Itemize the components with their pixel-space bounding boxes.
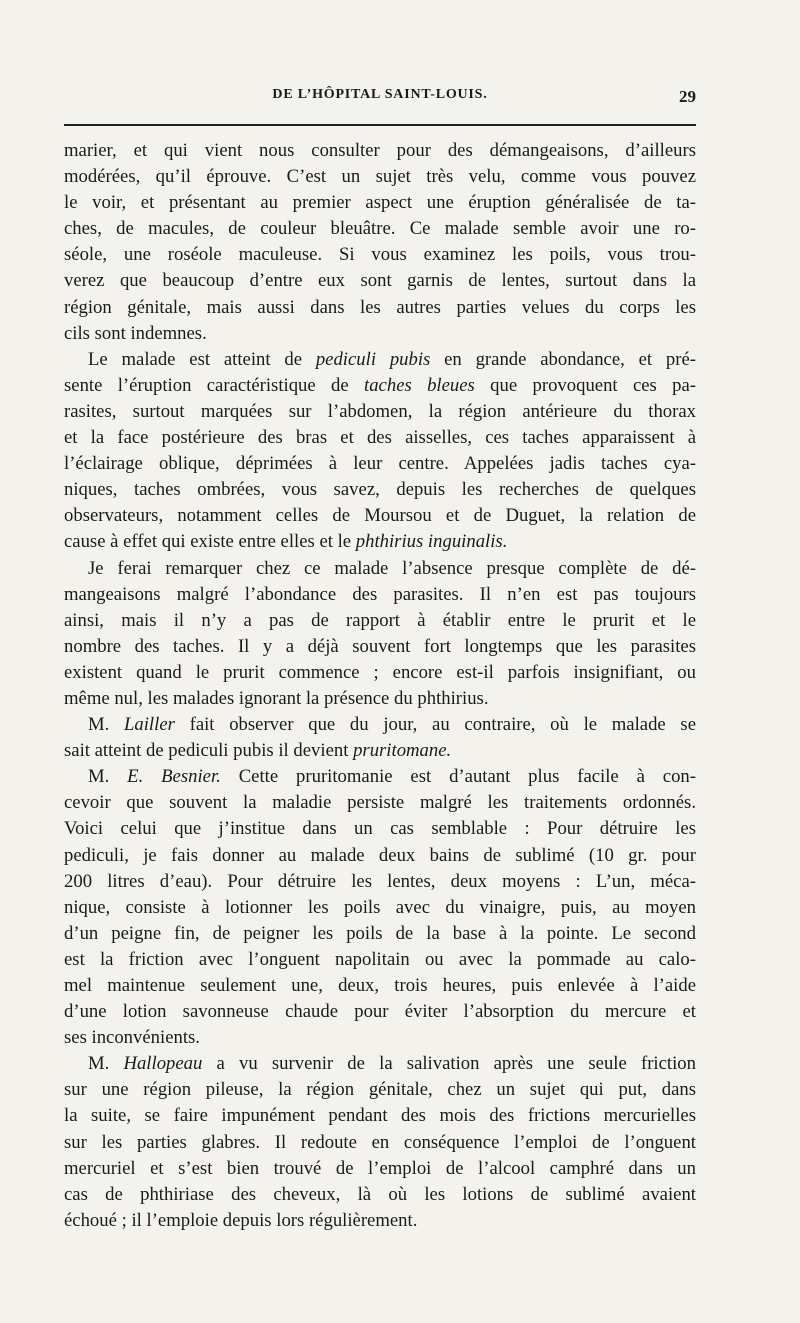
- text-segment: M.: [88, 766, 128, 788]
- text-segment: l’éclairage oblique, déprimées à leur centre. Appelées jadis taches cya-: [64, 453, 696, 475]
- text-segment: Voici celui que j’institue dans un cas semblable : Pour détruire les: [64, 818, 696, 840]
- text-segment: fait observer que du jour, au contraire, où le malade se: [174, 714, 696, 736]
- text-line: [64, 660, 696, 686]
- text-line: [64, 1208, 696, 1234]
- text-segment: le voir, et présentant au premier aspect une éruption généralisée de ta-: [64, 192, 696, 214]
- text-line: [64, 529, 696, 555]
- italic-text: Hallopeau: [123, 1053, 203, 1075]
- text-line: [64, 582, 696, 608]
- text-segment: la suite, se faire impunément pendant des mois des frictions mercurielles: [64, 1105, 696, 1127]
- text-segment: même nul, les malades ignorant la présence du phthirius.: [64, 687, 489, 709]
- text-segment: d’un peigne fin, de peigner les poils de la base à la pointe. Le second: [64, 922, 696, 944]
- text-line: [64, 921, 696, 947]
- text-line: [64, 451, 696, 477]
- text-line: [64, 1025, 696, 1051]
- text-line: [64, 686, 696, 712]
- text-line: [64, 634, 696, 660]
- paragraph: [64, 556, 696, 713]
- text-segment: niques, taches ombrées, vous savez, depuis les recherches de quelques: [64, 479, 696, 501]
- paragraph: [64, 138, 696, 347]
- text-segment: séole, une roséole maculeuse. Si vous examinez les poils, vous trou-: [64, 244, 696, 266]
- paragraph: [64, 764, 696, 1051]
- text-segment: marier, et qui vient nous consulter pour des démangeaisons, d’ailleurs: [64, 140, 696, 161]
- text-line: [64, 1156, 696, 1182]
- text-line: [64, 1130, 696, 1156]
- text-line: [64, 608, 696, 634]
- text-segment: sente l’éruption caractéristique de: [64, 374, 365, 396]
- text-segment: ches, de macules, de couleur bleuâtre. Ce malade semble avoir une ro-: [64, 218, 696, 240]
- paragraph: [64, 347, 696, 556]
- text-segment: cevoir que souvent la maladie persiste malgré les traitements ordonnés.: [64, 792, 696, 814]
- text-line: [64, 895, 696, 921]
- text-line: [64, 164, 696, 190]
- text-line: [64, 216, 696, 242]
- text-segment: pediculi, je fais donner au malade deux bains de sublimé (10 gr. pour: [64, 844, 696, 866]
- text-line: [64, 295, 696, 321]
- text-line: [64, 738, 696, 764]
- text-segment: mangeaisons malgré l’abondance des parasites. Il n’en est pas toujours: [64, 583, 696, 605]
- text-segment: Cette pruritomanie est d’autant plus facile à con-: [220, 766, 696, 788]
- text-segment: échoué ; il l’emploie depuis lors régulièrement.: [64, 1209, 418, 1231]
- text-line: [64, 425, 696, 451]
- italic-text: phthirius inguinalis.: [355, 531, 508, 553]
- text-line: [64, 947, 696, 973]
- text-line: [64, 973, 696, 999]
- text-segment: ainsi, mais il n’y a pas de rapport à établir entre le prurit et le: [64, 609, 696, 631]
- text-segment: sur les parties glabres. Il redoute en conséquence l’emploi de l’onguent: [64, 1131, 696, 1153]
- text-line: [64, 190, 696, 216]
- text-line: [64, 556, 696, 582]
- text-segment: en grande abondance, et pré-: [430, 348, 696, 370]
- text-segment: nombre des taches. Il y a déjà souvent fort longtemps que les parasites: [64, 635, 696, 657]
- text-segment: cause à effet qui existe entre elles et le: [64, 531, 356, 553]
- text-line: [64, 1103, 696, 1129]
- text-line: [64, 373, 696, 399]
- page-number: 29: [679, 87, 696, 106]
- text-segment: modérées, qu’il éprouve. C’est un sujet très velu, comme vous pouvez: [64, 166, 696, 188]
- body-text: [64, 138, 696, 1234]
- text-segment: Le malade est atteint de: [88, 348, 316, 370]
- text-segment: existent quand le prurit commence ; encore est-il parfois insignifiant, ou: [64, 661, 696, 683]
- paragraph: [64, 1051, 696, 1234]
- text-segment: a vu survenir de la salivation après une seule friction: [202, 1053, 696, 1075]
- text-segment: que provoquent ces pa-: [474, 374, 697, 396]
- text-line: [64, 999, 696, 1025]
- text-line: [64, 869, 696, 895]
- italic-text: E. Besnier.: [127, 766, 221, 788]
- text-line: [64, 790, 696, 816]
- text-line: [64, 503, 696, 529]
- text-segment: cils sont indemnes.: [64, 322, 207, 344]
- text-segment: région génitale, mais aussi dans les autres parties velues du corps les: [64, 296, 696, 318]
- text-segment: d’une lotion savonneuse chaude pour éviter l’absorption du mercure et: [64, 1001, 696, 1023]
- text-segment: Je ferai remarquer chez ce malade l’absence presque complète de dé-: [88, 557, 696, 579]
- text-segment: nique, consiste à lotionner les poils avec du vinaigre, puis, au moyen: [64, 896, 696, 918]
- text-line: [64, 1051, 696, 1077]
- text-line: [64, 477, 696, 503]
- text-line: [64, 712, 696, 738]
- text-line: [64, 1182, 696, 1208]
- text-line: [64, 816, 696, 842]
- text-segment: M.: [88, 714, 124, 736]
- text-segment: 200 litres d’eau). Pour détruire les lentes, deux moyens : L’un, méca-: [64, 870, 696, 892]
- text-line: [64, 242, 696, 268]
- text-line: [64, 843, 696, 869]
- text-segment: et la face postérieure des bras et des aisselles, ces taches apparaissent à: [64, 427, 696, 449]
- text-line: [64, 321, 696, 347]
- text-segment: est la friction avec l’onguent napolitain ou avec la pommade au calo-: [64, 948, 696, 970]
- text-segment: M.: [88, 1053, 124, 1075]
- text-segment: observateurs, notamment celles de Moursou et de Duguet, la relation de: [64, 505, 696, 527]
- page-header: [64, 87, 696, 111]
- text-line: [64, 399, 696, 425]
- text-segment: mel maintenue seulement une, deux, trois heures, puis enlevée à l’aide: [64, 975, 696, 996]
- italic-text: pruritomane.: [353, 740, 452, 762]
- text-line: [64, 1077, 696, 1103]
- header-rule: [64, 124, 696, 126]
- text-segment: sait atteint de pediculi pubis il devient: [64, 740, 354, 762]
- text-segment: cas de phthiriase des cheveux, là où les lotions de sublimé avaient: [64, 1183, 696, 1205]
- italic-text: Lailler: [124, 714, 175, 736]
- text-segment: sur une région pileuse, la région génitale, chez un sujet qui put, dans: [64, 1079, 696, 1101]
- text-line: [64, 138, 696, 164]
- text-line: [64, 268, 696, 294]
- italic-text: taches bleues: [364, 374, 475, 396]
- running-head: DE L’HÔPITAL SAINT-LOUIS.: [272, 87, 488, 102]
- text-segment: mercuriel et s’est bien trouvé de l’emploi de l’alcool camphré dans un: [64, 1157, 696, 1179]
- text-segment: rasites, surtout marquées sur l’abdomen, la région antérieure du thorax: [64, 400, 696, 422]
- paragraph: [64, 712, 696, 764]
- text-segment: verez que beaucoup d’entre eux sont garnis de lentes, surtout dans la: [64, 270, 696, 292]
- text-line: [64, 764, 696, 790]
- italic-text: pediculi pubis: [315, 348, 431, 370]
- text-line: [64, 347, 696, 373]
- text-segment: ses inconvénients.: [64, 1027, 200, 1049]
